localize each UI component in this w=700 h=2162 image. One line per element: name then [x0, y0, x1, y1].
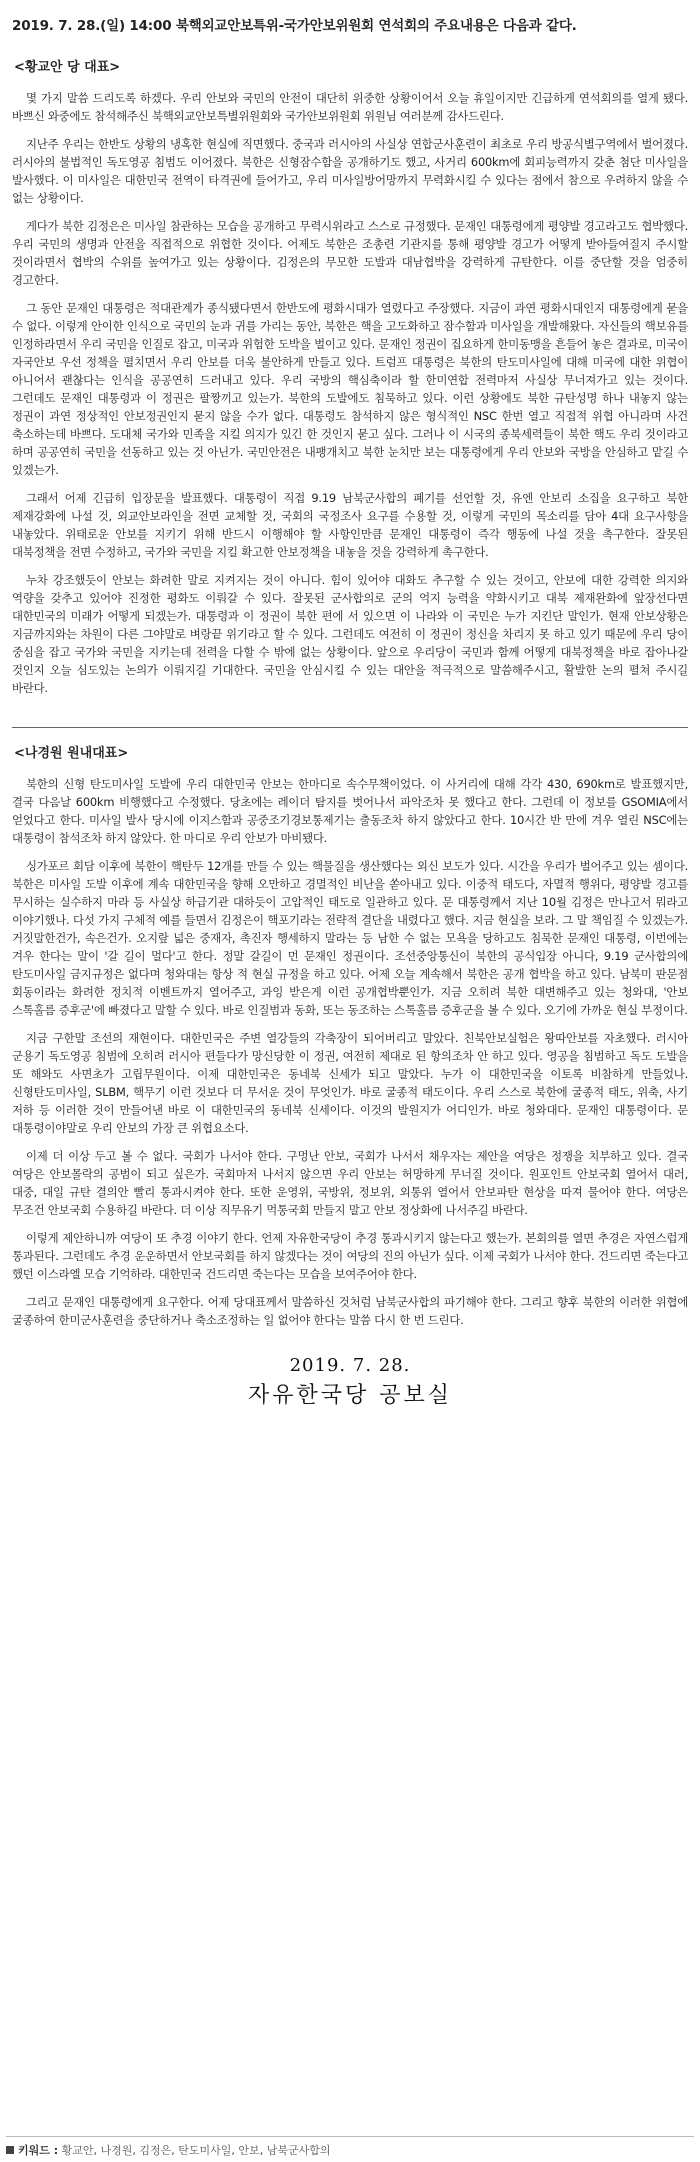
- paragraph: 지금 구한말 조선의 재현이다. 대한민국은 주변 열강들의 각축장이 되어버리고 말았다. 친북안보실험은 왕따안보를 자초했다. 러시아 군용기 독도영공 침범에 오히려 러시아 편들다가 망신당한 이 정권, 여전히 제대로 된 항의조차 안 하고 있다. 영공을 침범하고 독도 도발을 또 해와도 사면초가 고립무원이다. 이제 대한민국은 동네북 신세가 되고 말았다. 누가 이 대한민국을 이토록 비참하게 만들었나. 신형탄도미사일, SLBM, 핵무기 이런 것보다 더 무서운 것이 무엇인가. 바로 굴종적 태도이다. 우리 스스로 북한에 굴종적 태도, 위축, 사기 저하 등 이러한 것이 만들어낸 바로 이 대한민국의 동네북 신세이다. 이것의 발원지가 어디인가. 바로 청와대다. 문재인 대통령이다. 문 대통령이야말로 우리 안보의 가장 큰 위협요소다.: [12, 1031, 688, 1135]
- section-hwang: [12, 56, 688, 697]
- section-na: [12, 742, 688, 1329]
- section-title-na: <나경원 원내대표>: [14, 746, 129, 761]
- signature-block: [12, 1355, 688, 1409]
- release-header: 2019. 7. 28.(일) 14:00 북핵외교안보특위-국가안보위원회 연석회의 주요내용은 다음과 같다.: [12, 18, 577, 34]
- signature-date: 2019. 7. 28.: [289, 1355, 411, 1376]
- keyword-link[interactable]: 안보: [238, 2144, 260, 2157]
- paragraph: 누차 강조했듯이 안보는 화려한 말로 지켜지는 것이 아니다. 힘이 있어야 대화도 추구할 수 있는 것이고, 안보에 대한 강력한 의지와 역량을 갖추고 있어야 진정한 평화도 이뤄갈 수 있다. 잘못된 군사합의로 군의 억지 능력을 약화시키고 대북 제재완화에 앞장선다면 대한민국의 미래가 어떻게 되겠는가. 대통령과 이 정권이 북한 편에 서 있으면 이 나라와 이 국민은 누가 지킨단 말인가. 현재 안보상황은 지금까지와는 차원이 다른 그야말로 벼랑끝 위기라고 할 수 있다. 그런데도 여전히 이 정권이 정신을 차리지 못 하고 있기 때문에 우리 당이 중심을 잡고 국가와 국민을 지키는데 전력을 다할 수 밖에 없는 상황이다. 앞으로 우리당이 국민과 함께 어떻게 대북정책을 바로 잡아나갈 것인지 오늘 심도있는 논의가 이뤄지길 기대한다. 국민을 안심시킬 수 있는 대안을 적극적으로 말씀해주시고, 활발한 논의 펼쳐 주시길 바란다.: [12, 573, 688, 695]
- signature-organization: 자유한국당 공보실: [247, 1383, 452, 1408]
- keyword-link[interactable]: 남북군사합의: [266, 2144, 331, 2157]
- paragraph: 그 동안 문재인 대통령은 적대관계가 종식됐다면서 한반도에 평화시대가 열렸다고 주장했다. 지금이 과연 평화시대인지 대통령에게 묻을 수 없다. 이렇게 안이한 인식으로 국민의 눈과 귀를 가리는 동안, 북한은 핵을 고도화하고 잠수함과 미사일을 개발해왔다. 자신들의 핵보유를 인정하라면서 우리 국민을 인질로 잡고, 미국과 위험한 도박을 벌이고 있다. 문재인 정권이 집요하게 한미동맹을 흔들어 놓은 결과로, 미국이 자국안보 우선 정책을 펼치면서 우리 안보를 더욱 불안하게 만들고 있다. 트럼프 대통령은 북한의 탄도미사일에 대해 미국에 대한 위협이 아니어서 괜찮다는 인식을 공공연히 드러내고 있다. 우리 국방의 핵심축이라 할 한미연합 전력마저 사실상 무너져가고 있는 것이다. 그런데도 문재인 대통령과 이 정권은 팔짱끼고 있는가. 북한의 도발에도 침묵하고 있다. 이런 상황에도 북한 규탄성명 하나 내놓지 않는 정권이 과연 정상적인 안보정권인지 묻지 않을 수가 없다. 대통령도 참석하지 않은 형식적인 NSC 한번 열고 직접적 위협 아니라며 사건 축소하는데 바쁘다. 도대체 국가와 민족을 지킬 의지가 있긴 한 것인지 묻고 싶다. 그러나 이 시국의 종북세력들이 북한 핵도 우리 것이라고 하며 공공연히 국민을 선동하고 있는 것 아닌가. 국민안전은 내팽개치고 북한 눈치만 보는 대통령에게 우리 안보와 국방을 안심하고 맡길 수 있겠는가.: [12, 301, 688, 477]
- paragraph: 지난주 우리는 한반도 상황의 냉혹한 현실에 직면했다. 중국과 러시아의 사실상 연합군사훈련이 최초로 우리 방공식별구역에서 벌어졌다. 러시아의 불법적인 독도영공 침범도 이어졌다. 북한은 신형잠수함을 공개하기도 했고, 사거리 600km에 회피능력까지 갖춘 첨단 미사일을 발사했다. 이 미사일은 대한민국 전역이 타격권에 들어가고, 우리 미사일방어망까지 무력화시킬 수 있다는 점에서 참으로 우려하지 않을 수 없는 상황이다.: [12, 137, 688, 205]
- keyword-link[interactable]: 황교안: [61, 2144, 94, 2157]
- paragraph: 이렇게 제안하니까 여당이 또 추경 이야기 한다. 언제 자유한국당이 추경 통과시키지 않는다고 했는가. 본회의를 열면 추경은 자연스럽게 통과된다. 그런데도 추경 운운하면서 안보국회를 하지 않겠다는 것이 여당의 진의 아닌가 싶다. 이제 국회가 나서야 한다. 건드리면 죽는다고 했던 이스라엘 모습 기억하라. 대한민국 건드리면 죽는다는 모습을 보여주어야 한다.: [12, 1231, 688, 1281]
- keyword-link[interactable]: 김정은: [139, 2144, 172, 2157]
- paragraph: 북한의 신형 탄도미사일 도발에 우리 대한민국 안보는 한마디로 속수무책이었다. 이 사거리에 대해 각각 430, 690km로 발표했지만, 결국 다음날 600km 비행했다고 수정했다. 당초에는 레이더 탐지를 벗어나서 파악조차 못 했다고 한다. 그런데 이 정보를 GSOMIA에서 얻었다고 한다. 미사일 발사 당시에 이지스함과 공중조기경보통제기는 출동조차 하지 않았다고 한다. 10시간 반 만에 겨우 열린 NSC에는 대통령이 참석조차 하지 않았다. 한 마디로 우리 안보가 마비됐다.: [12, 777, 688, 845]
- section-title-hwang: <황교안 당 대표>: [14, 60, 121, 75]
- paragraph: 게다가 북한 김정은은 미사일 참관하는 모습을 공개하고 무력시위라고 스스로 규정했다. 문재인 대통령에게 평양발 경고라고도 협박했다. 우리 국민의 생명과 안전을 직접적으로 위협한 것이다. 어제도 북한은 조총련 기관지를 통해 평양발 경고가 어떻게 받아들여질지 주시할 것이라면서 협박의 수위를 높여가고 있는 상황이다. 김정은의 무모한 도발과 대남협박을 강력하게 규탄한다. 이를 중단할 것을 엄중히 경고한다.: [12, 219, 688, 287]
- paragraph: 몇 가지 말씀 드리도록 하겠다. 우리 안보와 국민의 안전이 대단히 위중한 상황이어서 오늘 휴일이지만 긴급하게 연석회의를 열게 됐다. 바쁘신 와중에도 참석해주신 북핵외교안보특별위원회와 국가안보위원회 위원님 여러분께 감사드린다.: [12, 91, 688, 123]
- keywords-bar: 키워드 : 황교안, 나경원, 김정은, 탄도미사일, 안보, 남북군사합의: [6, 2136, 694, 2158]
- paragraph: 이제 더 이상 두고 볼 수 없다. 국회가 나서야 한다. 구멍난 안보, 국회가 나서서 채우자는 제안을 여당은 정쟁을 치부하고 있다. 결국 여당은 안보몰락의 공범이 되고 싶은가. 국회마저 나서지 않으면 우리 안보는 허망하게 무너질 것이다. 원포인트 안보국회 열어서 대러, 대중, 대일 규탄 결의안 빨리 통과시켜야 한다. 또한 운영위, 국방위, 정보위, 외통위 열어서 안보파탄 현상을 따져 물어야 한다. 여당은 무조건 안보국회 수용하길 바란다. 더 이상 직무유기 먹통국회 만들지 말고 안보 정상화에 나서주길 바란다.: [12, 1149, 688, 1217]
- paragraph: 그리고 문재인 대통령에게 요구한다. 어제 당대표께서 말씀하신 것처럼 남북군사합의 파기해야 한다. 그리고 향후 북한의 이러한 위협에 굴종하여 한미군사훈련을 중단하거나 축소조정하는 일 없어야 한다는 말씀 다시 한 번 드린다.: [12, 1295, 688, 1327]
- paragraph: 그래서 어제 긴급히 입장문을 발표했다. 대통령이 직접 9.19 남북군사합의 폐기를 선언할 것, 유엔 안보리 소집을 요구하고 북한 제재강화에 나설 것, 외교안보라인을 전면 교체할 것, 국회의 국정조사 요구를 수용할 것, 이렇게 국민의 목소리를 담아 4대 요구사항을 내놓았다. 위태로운 안보를 지키기 위해 반드시 이행해야 할 사항인만큼 문재인 대통령이 즉각 행동에 나설 것을 촉구한다. 잘못된 대북정책을 전면 수정하고, 국가와 국민을 지킬 확고한 안보정책을 내놓을 것을 강력하게 촉구한다.: [12, 491, 688, 559]
- keyword-link[interactable]: 나경원: [100, 2144, 133, 2157]
- section-divider: [12, 727, 688, 728]
- keywords-label: 키워드 :: [18, 2144, 59, 2157]
- keyword-link[interactable]: 탄도미사일: [178, 2144, 232, 2157]
- square-bullet-icon: [6, 2146, 14, 2154]
- paragraph: 싱가포르 회담 이후에 북한이 핵탄두 12개를 만들 수 있는 핵물질을 생산했다는 외신 보도가 있다. 시간을 우리가 벌어주고 있는 셈이다. 북한은 미사일 도발 이후에 계속 대한민국을 향해 오만하고 경멸적인 비난을 쏟아내고 있다. 이중적 태도다, 자멸적 행위다, 평양발 경고를 무시하는 실수하지 마라 등 사실상 하급기관 대하듯이 고압적인 태도로 일관하고 있다. 문 대통령께서 지난 10월 김정은 만나고서 뭐라고 이야기했나. 다섯 가지 구체적 예를 들면서 김정은이 핵포기라는 전략적 결단을 내렸다고 했다. 지금 현실을 보라. 그 말 책임질 수 있겠는가. 거짓말한건가, 속은건가. 오지랖 넓은 중재자, 촉진자 행세하지 말라는 등 남한 수 없는 모욕을 당하고도 침묵한 문재인 대통령, 이번에는 겨우 한다는 말이 '갈 길이 멀다'고 한다. 정말 갈길이 먼 문재인 정권이다. 조선중앙통신이 북한의 공식입장 아니다, 9.19 군사합의에 탄도미사일 금지규정은 없다며 청와대는 항상 적 현실 규정을 하고 있다. 어제 오늘 계속해서 북한은 공개 협박을 하고 있다. 남북미 판문점 회동이라는 화려한 정치적 이벤트까지 열어주고, 과잉 받은게 이런 공개협박뿐인가. 지금 오히려 북한 대변해주고 있는 청와대, '안보 스톡홀름 증후군'에 빠졌다고 말할 수 있다. 바로 인질범과 동화, 또는 동조하는 스톡홀름 증후군을 볼 수 있다. 오기에 가까운 현실 부정이다.: [12, 859, 688, 1017]
